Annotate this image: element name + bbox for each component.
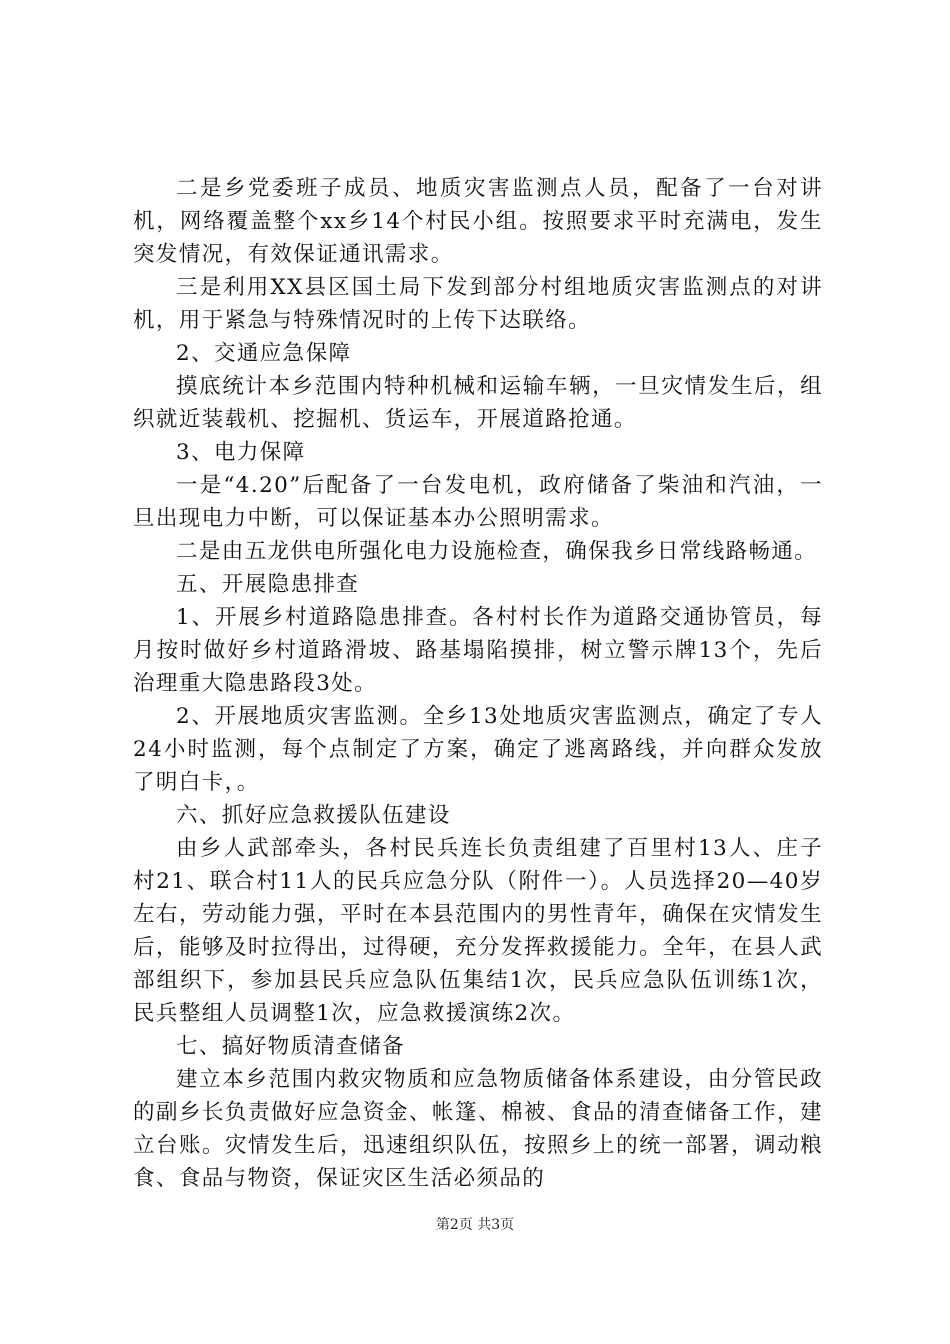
section-heading: 2、交通应急保障 — [176, 341, 352, 366]
paragraph: 二是由五龙供电所强化电力设施检查，确保我乡日常线路畅通。 — [176, 539, 818, 564]
paragraph: 建立本乡范围内救灾物质和应急物质储备体系建设，由分管民政的副乡长负责做好应急资金、帐篷、棉被、食品的清查储备工作，建立台账。灾情发生后，迅速组织队伍，按照乡上的统一部署，调动粮食、食品与物资，保证灾区生活必须品的 — [133, 1067, 823, 1191]
paragraph: 2、开展地质灾害监测。全乡13处地质灾害监测点，确定了专人24小时监测，每个点制定了方案，确定了逃离路线，并向群众发放了明白卡，。 — [133, 704, 823, 795]
paragraph: 三是利用XX县区国土局下发到部分村组地质灾害监测点的对讲机，用于紧急与特殊情况时的上传下达联络。 — [133, 275, 823, 333]
document-body — [133, 172, 823, 1195]
paragraph: 1、开展乡村道路隐患排查。各村村长作为道路交通协管员，每月按时做好乡村道路滑坡、路基塌陷摸排，树立警示牌13个，先后治理重大隐患路段3处。 — [133, 605, 823, 696]
page-footer: 第2页 共3页 — [435, 1217, 515, 1233]
paragraph: 由乡人武部牵头，各村民兵连长负责组建了百里村13人、庄子村21、联合村11人的民兵应急分队（附件一）。人员选择20—40岁左右，劳动能力强，平时在本县范围内的男性青年，确保在灾情发生后，能够及时拉得出，过得硬，充分发挥救援能力。全年，在县人武部组织下，参加县民兵应急队伍集结1次，民兵应急队伍训练1次，民兵整组人员调整1次，应急救援演练2次。 — [133, 836, 823, 1026]
paragraph: 一是“4.20”后配备了一台发电机，政府储备了柴油和汽油，一旦出现电力中断，可以保证基本办公照明需求。 — [133, 473, 823, 531]
paragraph: 二是乡党委班子成员、地质灾害监测点人员，配备了一台对讲机，网络覆盖整个xx乡14个村民小组。按照要求平时充满电，发生突发情况，有效保证通讯需求。 — [133, 176, 823, 267]
section-heading: 五、开展隐患排查 — [176, 572, 360, 597]
paragraph: 摸底统计本乡范围内特种机械和运输车辆，一旦灾情发生后，组织就近装载机、挖掘机、货运车，开展道路抢通。 — [133, 374, 823, 432]
section-heading: 七、搞好物质清查储备 — [176, 1034, 406, 1059]
section-heading: 六、抓好应急救援队伍建设 — [176, 803, 451, 828]
section-heading: 3、电力保障 — [176, 440, 306, 465]
